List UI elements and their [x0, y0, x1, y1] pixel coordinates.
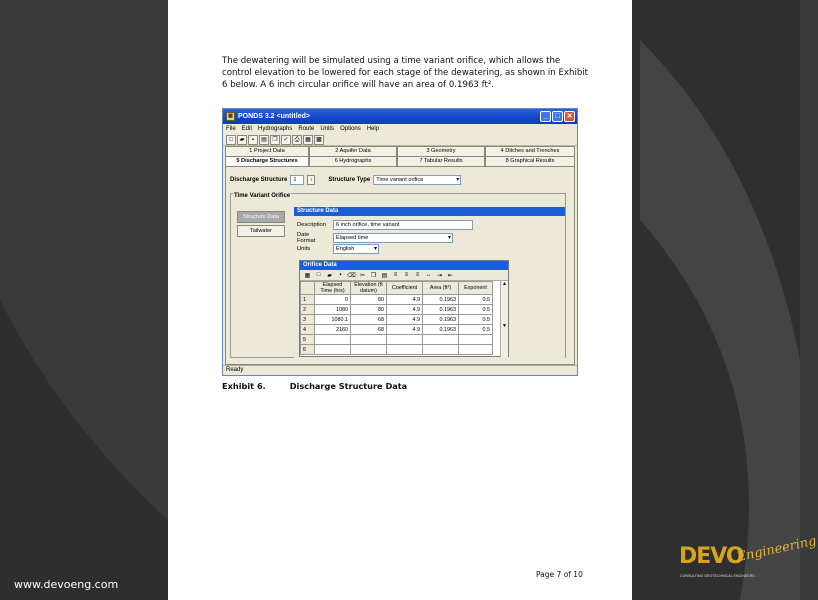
tailwater-button[interactable]: Tailwater — [237, 225, 285, 237]
maximize-button[interactable]: □ — [552, 111, 563, 122]
cell[interactable]: 1080.1 — [315, 315, 351, 325]
cell[interactable]: 80 — [351, 305, 387, 315]
window-title: PONDS 3.2 <untitled> — [238, 113, 310, 120]
tab-geometry[interactable]: 3 Geometry — [397, 146, 485, 156]
cell[interactable]: 4.9 — [387, 295, 423, 305]
status-bar: Ready — [223, 365, 577, 375]
orifice-toolbar — [300, 270, 508, 281]
time-variant-group — [230, 193, 566, 358]
cell[interactable] — [315, 335, 351, 345]
date-format-label: Date Format — [297, 232, 316, 244]
cell[interactable]: 4.9 — [387, 325, 423, 335]
discharge-structure-label: Discharge Structure — [230, 177, 288, 183]
tab-tabular-results[interactable]: 7 Tabular Results — [397, 156, 485, 166]
cell[interactable]: 0 — [315, 295, 351, 305]
caption-text: Discharge Structure Data — [289, 381, 408, 391]
body-paragraph: The dewatering will be simulated using a time variant orifice, which allows the control elevation to be lowered for each stage of the dewatering, as shown in Exhibit 6 below. A 6 inch circular orifice will have an area of 0.1963 ft². — [222, 56, 589, 90]
cell[interactable]: 68 — [351, 325, 387, 335]
row-number: 3 — [301, 315, 315, 325]
row-number: 1 — [301, 295, 315, 305]
cell[interactable]: 0.5 — [459, 295, 493, 305]
orifice-data-header: Orifice Data — [300, 261, 508, 270]
row-number: 4 — [301, 325, 315, 335]
cell[interactable] — [459, 335, 493, 345]
description-input[interactable]: 6 inch orifice, time variant — [333, 220, 473, 230]
cell[interactable]: 68 — [351, 315, 387, 325]
group-label: Time Variant Orifice — [234, 193, 291, 199]
table-row — [301, 315, 493, 325]
menu-units[interactable]: Units — [320, 126, 335, 132]
structure-type-select[interactable]: Time variant orifice ▾ — [373, 175, 461, 185]
cell[interactable] — [387, 335, 423, 345]
discharge-structure-input[interactable]: 1 — [290, 175, 304, 185]
cell[interactable] — [351, 335, 387, 345]
cell[interactable]: 1080 — [315, 305, 351, 315]
table-row — [301, 295, 493, 305]
cell[interactable] — [423, 335, 459, 345]
cell[interactable]: 4.9 — [387, 315, 423, 325]
cell[interactable]: 4.9 — [387, 305, 423, 315]
table-row — [301, 335, 493, 345]
align-left-icon[interactable]: ≡ — [393, 272, 398, 278]
table-row — [301, 325, 493, 335]
new-file-icon[interactable]: □ — [226, 135, 236, 145]
title-bar — [223, 109, 577, 124]
cell[interactable] — [459, 345, 493, 355]
copy-icon[interactable]: ❐ — [270, 135, 280, 145]
open-folder-icon[interactable]: ▰ — [237, 135, 247, 145]
column-width-icon[interactable]: ↔ — [425, 272, 432, 278]
exhibit-caption — [222, 381, 407, 391]
calculator-icon[interactable]: ▦ — [303, 135, 313, 145]
menu-file[interactable]: File — [226, 126, 236, 132]
cell[interactable]: 2160 — [315, 325, 351, 335]
cell[interactable]: 0.1963 — [423, 325, 459, 335]
align-center-icon[interactable]: ≡ — [404, 272, 409, 278]
units-select[interactable]: English ▾ — [333, 244, 379, 254]
tab-discharge-structures[interactable]: 5 Discharge Structures — [225, 156, 309, 166]
tab-aquifer-data[interactable]: 2 Aquifer Data — [309, 146, 397, 156]
logo-main-text: DEVO — [679, 544, 744, 569]
tab-ditches-trenches[interactable]: 4 Ditches and Trenches — [485, 146, 575, 156]
logo-tagline: CONSULTING GEOTECHNICAL ENGINEERS — [680, 574, 755, 578]
cell[interactable] — [423, 345, 459, 355]
cell[interactable]: 0.5 — [459, 315, 493, 325]
description-label: Description — [297, 222, 326, 228]
col-header[interactable]: Coefficient — [387, 282, 423, 295]
main-toolbar — [223, 134, 577, 146]
table-row — [301, 305, 493, 315]
col-header[interactable]: Exponent — [459, 282, 493, 295]
devo-logo — [676, 533, 818, 588]
col-header[interactable]: Elapsed Time (hrs) — [315, 282, 351, 295]
col-header[interactable]: Elevation (ft datum) — [351, 282, 387, 295]
cell[interactable]: 0.1963 — [423, 315, 459, 325]
discharge-panel — [225, 166, 575, 365]
table-row — [301, 345, 493, 355]
cell[interactable] — [387, 345, 423, 355]
save-icon[interactable]: ▪ — [339, 272, 342, 278]
minimize-button[interactable]: _ — [540, 111, 551, 122]
table-icon[interactable]: ▦ — [304, 272, 311, 279]
tab-row-1 — [223, 146, 577, 156]
spell-check-icon[interactable]: ✓ — [281, 135, 291, 145]
tab-project-data[interactable]: 1 Project Data — [225, 146, 309, 156]
document-page — [168, 0, 632, 600]
logo-script-text: Engineering — [735, 533, 818, 566]
units-label: Units — [297, 246, 311, 252]
insert-column-icon[interactable]: ⇥ — [436, 272, 443, 279]
tab-hydrographs[interactable]: 6 Hydrographs — [309, 156, 397, 166]
ponds-app-window — [222, 108, 578, 376]
spinner-icon[interactable]: ↕ — [307, 175, 315, 185]
menu-route[interactable]: Route — [298, 126, 315, 132]
website-url[interactable]: www.devoeng.com — [14, 578, 119, 591]
open-icon[interactable]: ▰ — [327, 272, 332, 279]
cell[interactable]: 0.5 — [459, 325, 493, 335]
new-icon[interactable]: □ — [316, 272, 321, 278]
corner-cell — [301, 282, 315, 295]
caption-label: Exhibit 6. — [222, 381, 266, 391]
print-icon[interactable]: ▤ — [259, 135, 269, 145]
cell[interactable]: 0.1963 — [423, 305, 459, 315]
cell[interactable]: 0.1963 — [423, 295, 459, 305]
align-right-icon[interactable]: ≡ — [415, 272, 420, 278]
date-format-select[interactable]: Elapsed time ▾ — [333, 233, 453, 243]
cell[interactable]: 0.5 — [459, 305, 493, 315]
row-number: 6 — [301, 345, 315, 355]
structure-data-panel — [294, 207, 565, 359]
menu-options[interactable]: Options — [340, 126, 361, 132]
print-preview-icon[interactable]: ⎙ — [292, 135, 302, 145]
row-number: 2 — [301, 305, 315, 315]
delete-column-icon[interactable]: ⇤ — [447, 272, 454, 279]
structure-data-button[interactable]: Structure Data — [237, 211, 285, 223]
row-number: 5 — [301, 335, 315, 345]
save-icon[interactable]: ▪ — [248, 135, 258, 145]
table-scrollbar[interactable]: ▲ ▼ — [500, 281, 508, 357]
menu-hydrographs[interactable]: Hydrographs — [258, 126, 293, 132]
col-header[interactable]: Area (ft²) — [423, 282, 459, 295]
eraser-icon[interactable]: ⌫ — [347, 272, 356, 279]
cell[interactable]: 80 — [351, 295, 387, 305]
menu-help[interactable]: Help — [366, 126, 380, 132]
menu-edit[interactable]: Edit — [241, 126, 253, 132]
paste-icon[interactable]: ▤ — [381, 272, 388, 279]
tab-row-2 — [223, 156, 577, 166]
structure-data-header: Structure Data — [294, 207, 565, 216]
structure-type-label: Structure Type — [328, 177, 371, 183]
orifice-data-panel — [299, 260, 509, 357]
cut-icon[interactable]: ✂ — [359, 272, 366, 279]
copy-icon[interactable]: ❐ — [370, 272, 377, 279]
tab-graphical-results[interactable]: 8 Graphical Results — [485, 156, 575, 166]
menu-bar — [223, 124, 577, 134]
cell[interactable] — [315, 345, 351, 355]
page-number: Page 7 of 10 — [536, 570, 583, 579]
grid-icon[interactable]: ▩ — [314, 135, 324, 145]
cell[interactable] — [351, 345, 387, 355]
app-icon: ▦ — [226, 112, 235, 121]
orifice-table — [300, 281, 493, 355]
close-button[interactable]: ✕ — [564, 111, 575, 122]
